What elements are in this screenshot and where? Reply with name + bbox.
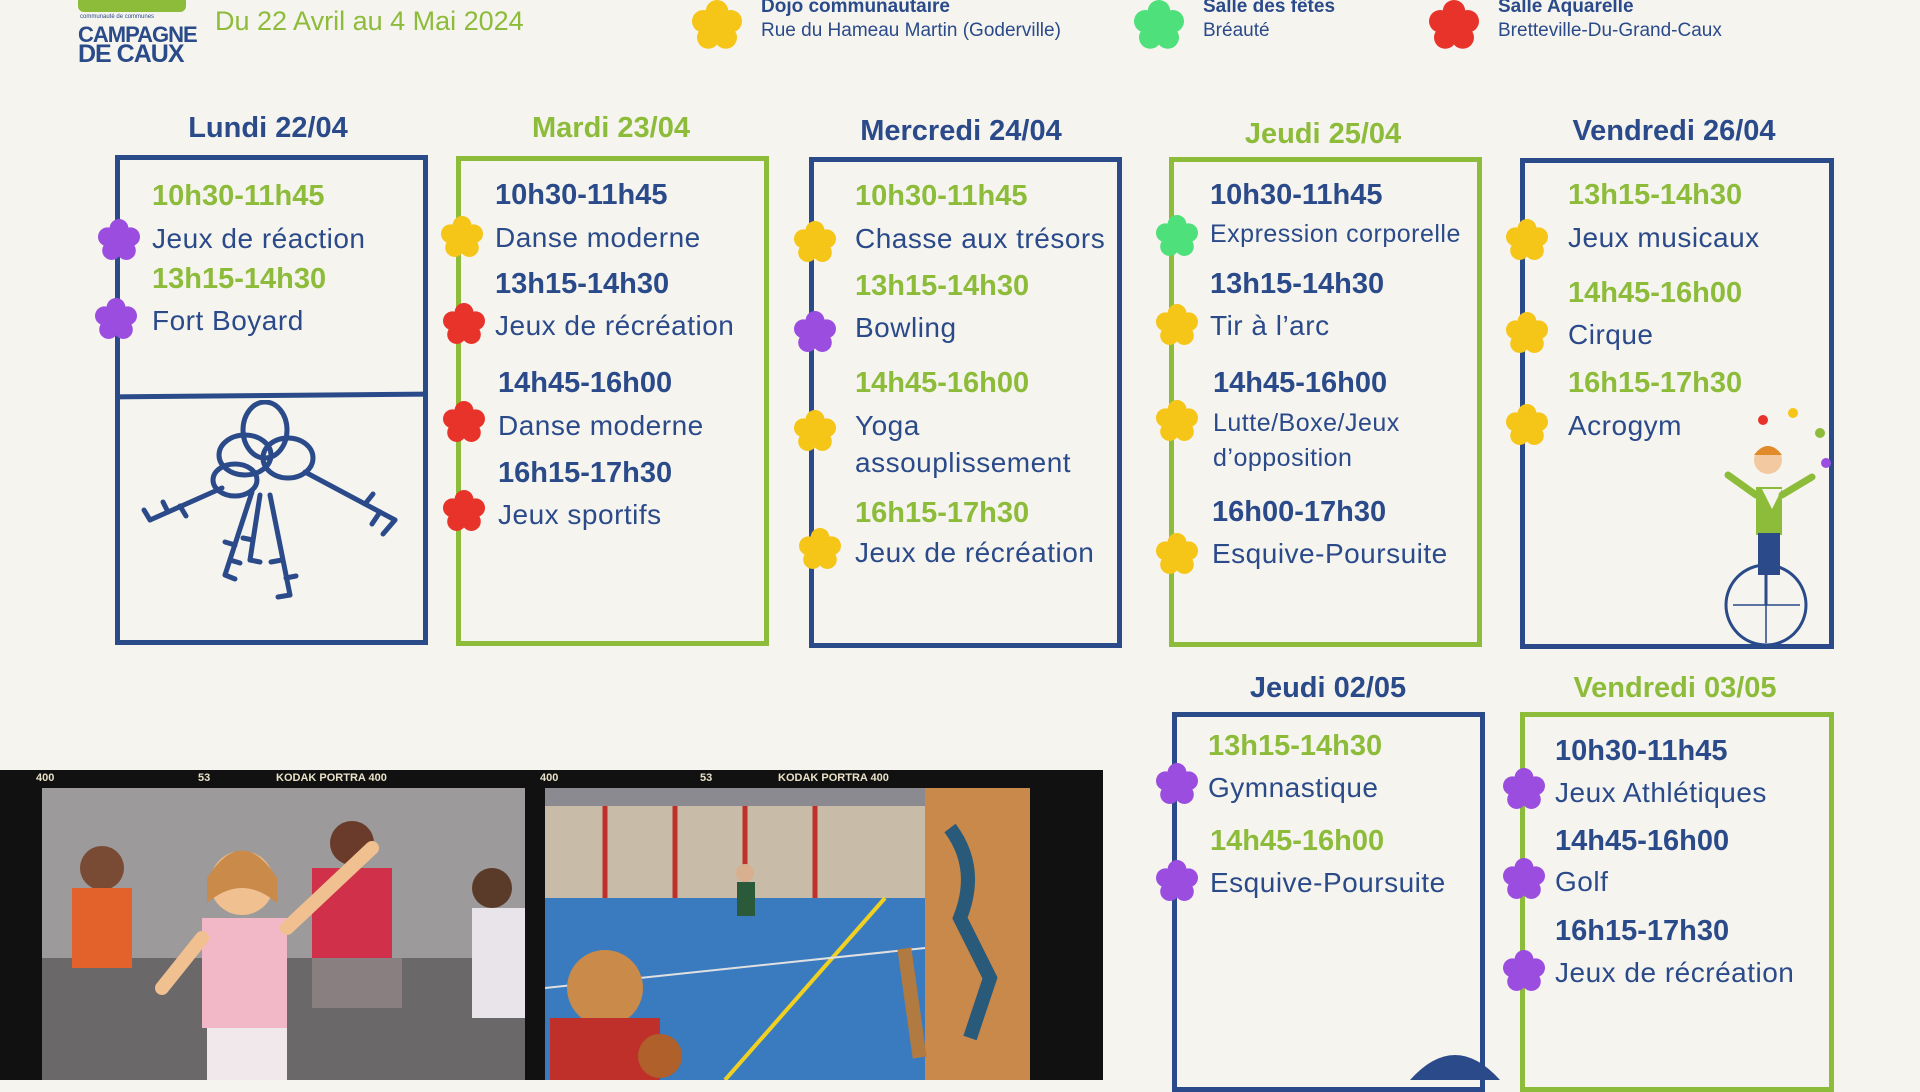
slot-time: 14h45-16h00: [1213, 367, 1388, 399]
flower-icon: [1130, 0, 1188, 50]
slot-time: 14h45-16h00: [1555, 825, 1730, 857]
legend-name: Salle des fêtes: [1203, 0, 1336, 17]
slot-time: 10h30-11h45: [1555, 735, 1728, 767]
logo-line2: DE CAUX: [78, 40, 184, 68]
flower-icon: [1425, 0, 1483, 50]
photo-children-dojo: [42, 788, 525, 1080]
slot-activity-line2: d’opposition: [1213, 444, 1353, 472]
logo-banner: [78, 0, 186, 12]
flower-icon: [98, 219, 140, 261]
slot-time: 16h00-17h30: [1212, 496, 1387, 528]
flower-icon: [1506, 312, 1548, 354]
slot-activity: Danse moderne: [495, 222, 701, 253]
legend-name: Salle Aquarelle: [1498, 0, 1634, 17]
film-frame-number: 53: [198, 772, 211, 784]
day-box-jeudi-0205: [1172, 712, 1485, 1092]
film-brand: KODAK PORTRA 400: [276, 772, 387, 784]
mascot-head-illustration: [1405, 1040, 1505, 1080]
film-frame-number: 400: [540, 772, 559, 784]
legend-address: Bretteville-Du-Grand-Caux: [1498, 20, 1722, 41]
flower-icon: [1503, 950, 1545, 992]
flower-icon: [1156, 304, 1198, 346]
keys-illustration: [140, 400, 405, 610]
logo: [78, 0, 197, 68]
day-title-vendredi-0305: Vendredi 03/05: [1573, 672, 1777, 704]
slot-activity: Gymnastique: [1208, 772, 1379, 803]
slot-activity: Bowling: [855, 312, 957, 343]
slot-time: 10h30-11h45: [152, 180, 325, 212]
flower-icon: [1156, 860, 1198, 902]
film-frame-number: 53: [700, 772, 713, 784]
legend-name: Dojo communautaire: [761, 0, 950, 17]
slot-activity: Fort Boyard: [152, 305, 304, 336]
flower-icon: [794, 311, 836, 353]
legend-address: Bréauté: [1203, 20, 1270, 41]
slot-activity: Tir à l’arc: [1210, 310, 1330, 341]
slot-time: 10h30-11h45: [495, 179, 668, 211]
slot-activity: Jeux de récréation: [495, 310, 735, 341]
slot-time: 14h45-16h00: [1568, 277, 1743, 309]
day-title-lundi: Lundi 22/04: [188, 112, 348, 144]
slot-time: 13h15-14h30: [152, 263, 327, 295]
flower-icon: [799, 528, 841, 570]
slot-activity: Jeux sportifs: [498, 499, 662, 530]
slot-time: 14h45-16h00: [855, 367, 1030, 399]
slot-time: 10h30-11h45: [1210, 179, 1383, 211]
day-box-vendredi-0305: [1520, 712, 1834, 1092]
slot-time: 13h15-14h30: [1568, 179, 1743, 211]
flower-icon: [794, 410, 836, 452]
slot-time: 10h30-11h45: [855, 180, 1028, 212]
day-title-jeudi: Jeudi 25/04: [1244, 118, 1402, 150]
slot-activity: Danse moderne: [498, 410, 704, 441]
photo-film-strip: [0, 770, 1103, 1080]
slot-time: 16h15-17h30: [1555, 915, 1730, 947]
slot-time: 16h15-17h30: [855, 497, 1030, 529]
film-brand: KODAK PORTRA 400: [778, 772, 889, 784]
day-title-vendredi: Vendredi 26/04: [1572, 115, 1776, 147]
slot-activity: Esquive-Poursuite: [1210, 867, 1446, 898]
slot-activity: Lutte/Boxe/Jeux: [1213, 409, 1400, 437]
slot-activity: Chasse aux trésors: [855, 223, 1106, 254]
legend-address: Rue du Hameau Martin (Goderville): [761, 20, 1061, 41]
juggler-on-unicycle-illustration: [1708, 405, 1833, 650]
slot-time: 13h15-14h30: [1208, 730, 1383, 762]
flower-icon: [443, 401, 485, 443]
slot-activity: Expression corporelle: [1210, 220, 1461, 248]
day-title-mardi: Mardi 23/04: [532, 112, 690, 144]
logo-line1: CAMPAGNE: [78, 22, 197, 47]
slot-activity: Jeux de récréation: [1555, 957, 1795, 988]
date-range: Du 22 Avril au 4 Mai 2024: [215, 6, 524, 36]
slot-activity: Jeux Athlétiques: [1555, 777, 1767, 808]
slot-time: 16h15-17h30: [1568, 367, 1743, 399]
slot-time: 16h15-17h30: [498, 457, 673, 489]
slot-time: 13h15-14h30: [855, 270, 1030, 302]
flower-icon: [1156, 215, 1198, 257]
flower-icon: [1156, 533, 1198, 575]
slot-activity: Cirque: [1568, 319, 1654, 350]
flower-icon: [443, 490, 485, 532]
flower-icon: [95, 298, 137, 340]
slot-activity: Jeux de réaction: [152, 223, 366, 254]
day-title-jeudi-0205: Jeudi 02/05: [1249, 672, 1407, 704]
slot-time: 13h15-14h30: [1210, 268, 1385, 300]
flower-icon: [1156, 763, 1198, 805]
film-frame-number: 400: [36, 772, 55, 784]
flower-icon: [441, 216, 483, 258]
flower-icon: [794, 221, 836, 263]
slot-time: 14h45-16h00: [1210, 825, 1385, 857]
flower-icon: [1503, 768, 1545, 810]
flower-icon: [1503, 858, 1545, 900]
flower-icon: [443, 303, 485, 345]
slot-activity: Yoga: [855, 410, 920, 441]
slot-activity: Jeux musicaux: [1568, 222, 1760, 253]
slot-activity-line2: assouplissement: [855, 447, 1072, 478]
flower-icon: [1156, 400, 1198, 442]
slot-activity: Jeux de récréation: [855, 537, 1095, 568]
slot-time: 14h45-16h00: [498, 367, 673, 399]
flower-icon: [1506, 404, 1548, 446]
day-title-mercredi: Mercredi 24/04: [860, 115, 1062, 147]
slot-activity: Golf: [1555, 866, 1609, 897]
flower-icon: [1506, 219, 1548, 261]
slot-activity: Esquive-Poursuite: [1212, 538, 1448, 569]
photo-gymnasium: [545, 788, 1030, 1080]
slot-time: 13h15-14h30: [495, 268, 670, 300]
logo-small-text: communauté de communes: [80, 14, 155, 20]
slot-activity: Acrogym: [1568, 410, 1682, 441]
flower-icon: [688, 0, 746, 50]
